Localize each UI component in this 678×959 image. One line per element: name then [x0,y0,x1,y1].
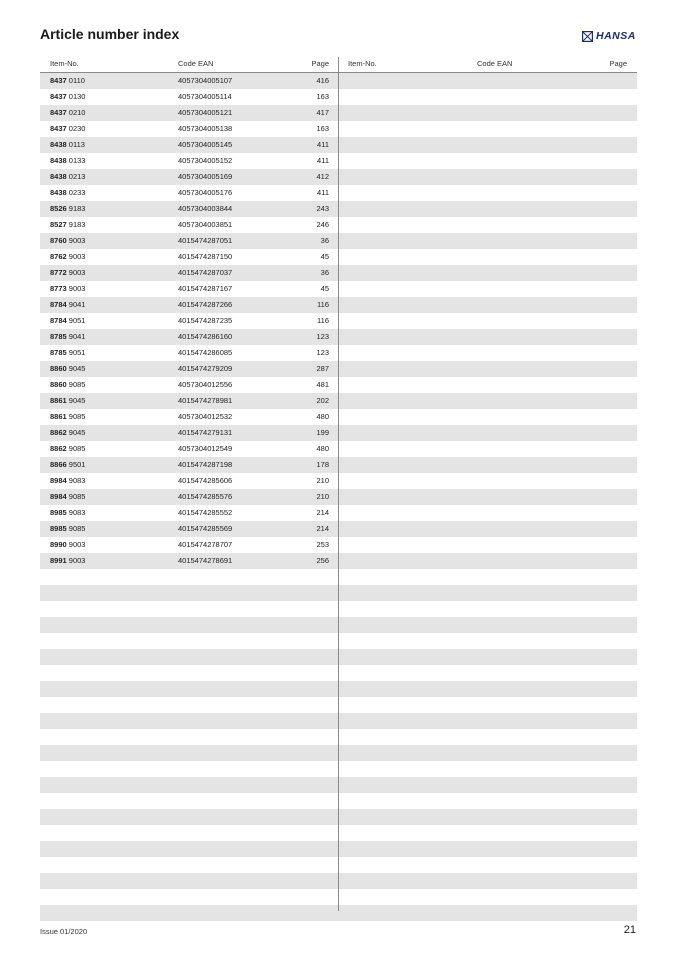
page-ref: 412 [316,172,329,181]
code-ean: 4015474279209 [178,364,233,373]
code-ean: 4015474287150 [178,252,233,261]
item-number-suffix: 9183 [68,220,86,229]
item-number [50,268,85,277]
code-ean: 4015474286160 [178,332,233,341]
item-number-main: 8862 [50,428,67,437]
item-number-suffix: 9045 [68,364,86,373]
page-ref: 411 [317,156,329,165]
item-number-suffix: 0110 [68,76,85,85]
page-ref: 256 [316,556,329,565]
item-number [50,124,85,133]
code-ean: 4015474285606 [178,476,233,485]
header-code-ean-left: Code EAN [178,59,214,68]
header-code-ean-right: Code EAN [477,59,513,68]
item-number-main: 8860 [50,380,67,389]
item-number-suffix: 9083 [68,476,86,485]
item-number-main: 8773 [50,284,67,293]
page-ref: 210 [316,476,329,485]
item-number [50,188,85,197]
item-number-suffix: 9085 [68,444,86,453]
item-number-main: 8438 [50,156,67,165]
item-number [50,76,85,85]
page-ref: 199 [316,428,329,437]
item-number [50,444,85,453]
item-number-suffix: 0133 [68,156,86,165]
page-ref: 246 [316,220,329,229]
code-ean: 4057304005176 [178,188,233,197]
page-ref: 163 [316,124,329,133]
item-number-main: 8990 [50,540,67,549]
code-ean: 4057304005169 [178,172,233,181]
code-ean: 4057304003844 [178,204,233,213]
item-number-suffix: 0213 [68,172,86,181]
item-number-main: 8760 [50,236,67,245]
item-number [50,556,85,565]
item-number-main: 8437 [50,76,67,85]
item-number-suffix: 0230 [68,124,86,133]
page-ref: 123 [316,332,329,341]
page-ref: 411 [317,188,329,197]
item-number [50,524,85,533]
item-number [50,412,85,421]
footer-page-number: 21 [623,924,636,936]
header-item-no-left: Item-No. [50,59,79,68]
code-ean: 4015474285576 [178,492,233,501]
item-number-main: 8984 [50,476,67,485]
item-number-suffix: 9085 [68,524,86,533]
item-number-main: 8437 [50,92,67,101]
code-ean: 4015474287198 [178,460,233,469]
item-number-main: 8437 [50,108,67,117]
page-ref: 210 [316,492,329,501]
item-number-main: 8437 [50,124,67,133]
item-number-suffix: 9003 [68,268,86,277]
page-ref: 36 [320,268,329,277]
code-ean: 4015474285552 [178,508,233,517]
page-ref: 214 [316,508,329,517]
page-ref: 481 [316,380,329,389]
item-number-suffix: 0130 [68,92,86,101]
item-number [50,460,85,469]
page-ref: 480 [316,412,329,421]
code-ean: 4057304005138 [178,124,233,133]
item-number-main: 8526 [50,204,67,213]
header-page-left: Page [311,59,329,68]
item-number [50,540,85,549]
item-number-suffix: 9045 [68,396,86,405]
code-ean: 4057304005145 [178,140,233,149]
item-number [50,332,85,341]
item-number-suffix: 9051 [68,316,86,325]
page-ref: 214 [316,524,329,533]
item-number-suffix: 9003 [68,236,86,245]
code-ean: 4057304005114 [178,92,232,101]
item-number-suffix: 9003 [68,252,86,261]
code-ean: 4057304012549 [178,444,233,453]
item-number [50,204,85,213]
code-ean: 4057304005121 [178,108,233,117]
hansa-square-icon [582,31,593,42]
item-number [50,364,85,373]
footer-issue: Issue 01/2020 [40,927,88,936]
page-ref: 178 [316,460,329,469]
item-number-main: 8861 [50,412,67,421]
item-number-suffix: 9501 [68,460,86,469]
item-number-main: 8785 [50,348,67,357]
code-ean: 4015474287167 [178,284,233,293]
header-page-right: Page [609,59,627,68]
code-ean: 4015474279131 [178,428,233,437]
item-number [50,236,85,245]
item-number [50,220,85,229]
page-ref: 411 [317,140,329,149]
item-number-suffix: 9003 [68,284,86,293]
item-number-main: 8862 [50,444,67,453]
item-number-main: 8991 [50,556,67,565]
page-ref: 116 [317,316,329,325]
item-number-main: 8861 [50,396,67,405]
page-ref: 45 [320,252,329,261]
item-number [50,108,85,117]
item-number-suffix: 0210 [68,108,86,117]
item-number-main: 8985 [50,508,67,517]
hansa-logo [582,30,636,42]
item-number-main: 8866 [50,460,67,469]
code-ean: 4057304012556 [178,380,233,389]
item-number [50,300,85,309]
header-item-no-right: Item-No. [348,59,377,68]
item-number-main: 8438 [50,188,67,197]
page-ref: 36 [320,236,329,245]
item-number-suffix: 9183 [68,204,86,213]
item-number [50,508,85,517]
item-number-suffix: 9041 [68,300,86,309]
item-number [50,140,85,149]
item-number-main: 8772 [50,268,67,277]
item-number-main: 8438 [50,140,67,149]
page-ref: 253 [316,540,329,549]
item-number [50,284,85,293]
code-ean: 4015474287266 [178,300,233,309]
item-number-main: 8860 [50,364,67,373]
logo-text: HANSA [596,30,636,42]
item-number-suffix: 9003 [68,556,86,565]
item-number-suffix: 9085 [68,492,86,501]
item-number [50,348,85,357]
code-ean: 4057304005152 [178,156,233,165]
code-ean: 4015474278707 [178,540,233,549]
code-ean: 4015474287235 [178,316,233,325]
page-ref: 480 [316,444,329,453]
item-number-suffix: 0233 [68,188,86,197]
item-number-main: 8785 [50,332,67,341]
page-ref: 123 [316,348,329,357]
item-number-suffix: 0113 [68,140,85,149]
item-number-suffix: 9041 [68,332,86,341]
page-ref: 202 [316,396,329,405]
page-ref: 416 [316,76,329,85]
item-number [50,396,85,405]
page-ref: 417 [316,108,329,117]
page-title: Article number index [40,26,180,42]
item-number-suffix: 9045 [68,428,86,437]
item-number-suffix: 9051 [68,348,86,357]
item-number-main: 8527 [50,220,67,229]
code-ean: 4057304003851 [178,220,233,229]
code-ean: 4015474286085 [178,348,233,357]
item-number [50,172,85,181]
item-number-suffix: 9085 [68,380,86,389]
code-ean: 4015474287037 [178,268,233,277]
item-number [50,428,85,437]
page-ref: 287 [316,364,329,373]
page-ref: 116 [317,300,329,309]
item-number [50,492,85,501]
item-number-main: 8762 [50,252,67,261]
item-number [50,316,85,325]
item-number-main: 8985 [50,524,67,533]
item-number [50,380,85,389]
page-ref: 243 [316,204,329,213]
page-ref: 163 [316,92,329,101]
code-ean: 4057304005107 [178,76,233,85]
item-number-main: 8784 [50,316,67,325]
item-number-main: 8784 [50,300,67,309]
item-number [50,476,85,485]
item-number-main: 8438 [50,172,67,181]
code-ean: 4015474278691 [178,556,233,565]
item-number [50,156,85,165]
item-number-suffix: 9085 [68,412,86,421]
item-number [50,252,85,261]
column-divider [338,57,339,911]
code-ean: 4015474278981 [178,396,233,405]
code-ean: 4015474287051 [178,236,233,245]
item-number [50,92,85,101]
item-number-main: 8984 [50,492,67,501]
item-number-suffix: 9003 [68,540,86,549]
item-number-suffix: 9083 [68,508,86,517]
page-ref: 45 [320,284,329,293]
code-ean: 4015474285569 [178,524,233,533]
code-ean: 4057304012532 [178,412,233,421]
